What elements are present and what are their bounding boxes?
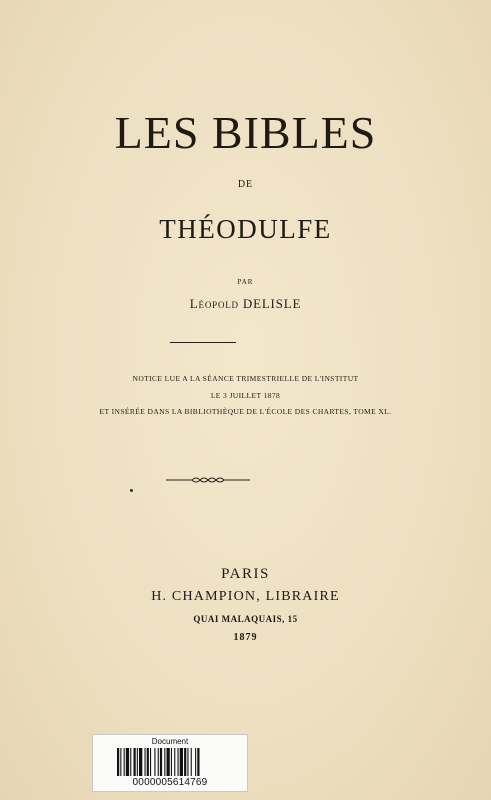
publisher-address: QUAI MALAQUAIS, 15 bbox=[193, 614, 298, 624]
author-name: Léopold DELISLE bbox=[189, 296, 302, 311]
by-label: PAR bbox=[237, 278, 254, 286]
notice-line: ET INSÉRÉE DANS LA BIBLIOTHÈQUE DE L'ÉCOLE DES CHARTES, TOME XL. bbox=[99, 407, 392, 416]
publication-year: 1879 bbox=[233, 632, 258, 643]
notice-line: NOTICE LUE A LA SÉANCE TRIMESTRIELLE DE L'INSTITUT bbox=[132, 374, 359, 383]
ink-speck bbox=[130, 489, 133, 492]
ornament-divider bbox=[166, 474, 250, 486]
notice-date-line: LE 3 JUILLET 1878 bbox=[210, 391, 281, 400]
publisher-name: H. CHAMPION, LIBRAIRE bbox=[151, 589, 340, 604]
barcode-sticker bbox=[92, 734, 248, 792]
barcode-number: 0000005614769 bbox=[132, 777, 208, 788]
barcode-icon bbox=[117, 748, 223, 776]
barcode-heading: Document bbox=[151, 737, 189, 746]
book-title: LES BIBLES bbox=[114, 107, 377, 158]
book-subject: THÉODULFE bbox=[159, 214, 332, 244]
title-connector: DE bbox=[237, 179, 254, 190]
title-divider bbox=[170, 342, 236, 343]
publication-city: PARIS bbox=[221, 566, 270, 582]
